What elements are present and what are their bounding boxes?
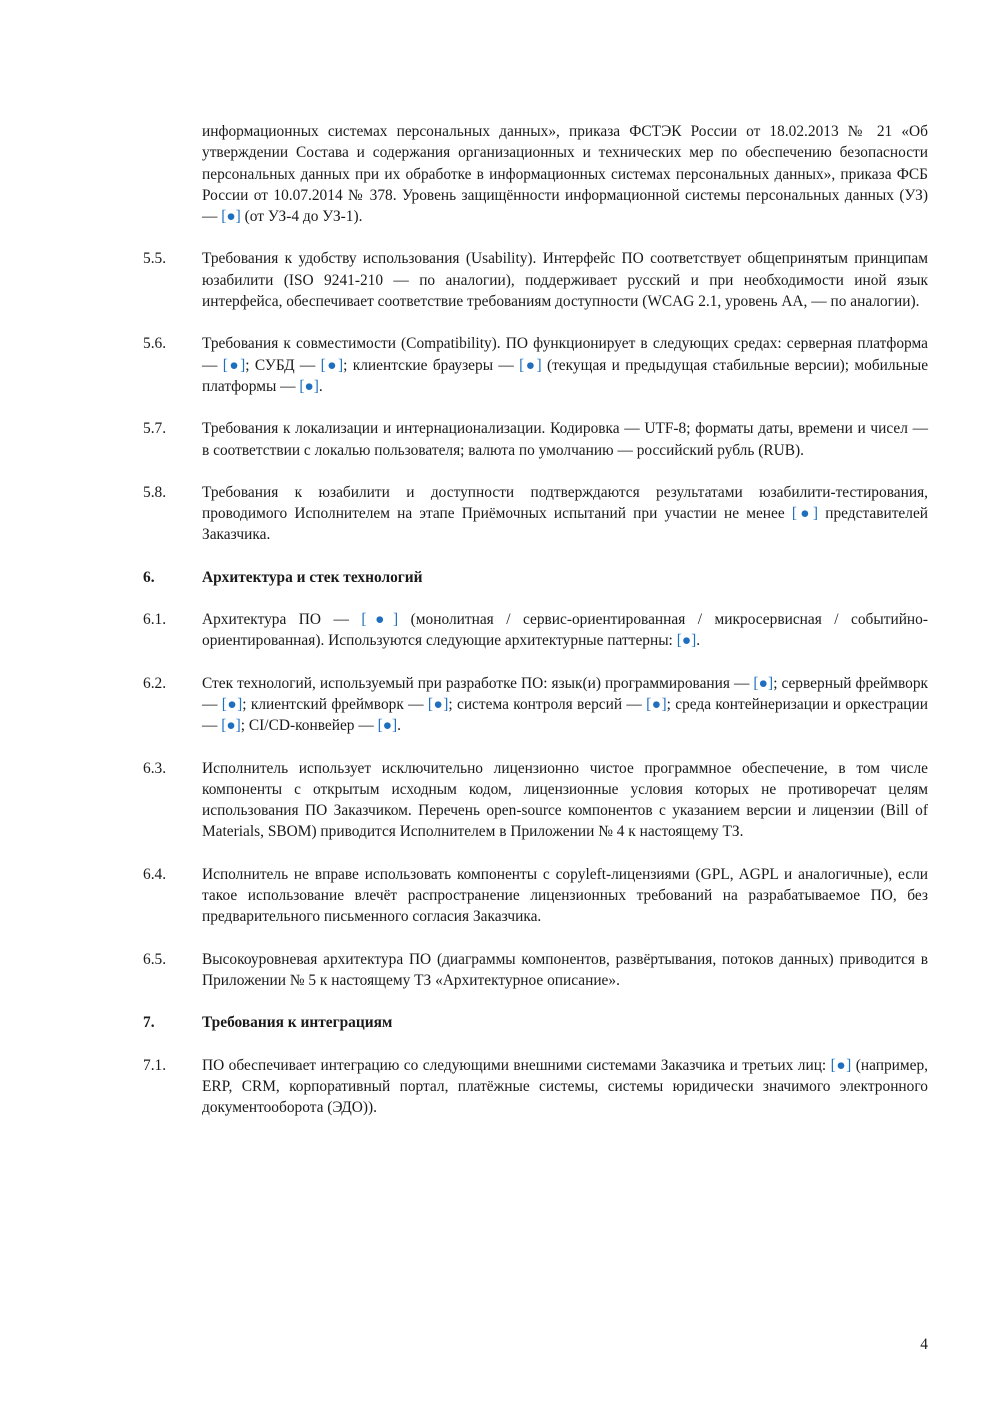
- intro-paragraph: информационных системах персональных данных», приказа ФСТЭК России от 18.02.2013 № 21 «Об утверждении Состава и содержания организационных и технических мер по обеспечению безопасности персональных данных при их обработке в информационных системах персональных данных», приказа ФСБ России от 10.07.2014 № 378. Уровень защищённости информационной системы персональных данных (УЗ) — [●] (от УЗ-4 до УЗ-1).: [202, 123, 928, 226]
- clause-text: Стек технологий, используемый при разработке ПО: язык(и) программирования — [●]; серверный фреймворк — [●]; клиентский фреймворк — [●]; система контроля версий — [●]; среда контейнеризации и оркестрации — [●]; CI/CD-конвейер — [●].: [202, 674, 929, 735]
- clause-number: 5.6.: [143, 335, 167, 353]
- placeholder-marker: [●]: [427, 695, 449, 713]
- placeholder-marker: [●]: [377, 717, 398, 735]
- clause-number: 7.1.: [143, 1056, 167, 1074]
- section-number: 6.: [143, 568, 155, 586]
- clause-6-2: [143, 673, 928, 737]
- clause-6-3: [143, 758, 928, 843]
- clause-text: Исполнитель не вправе использовать компоненты с copyleft-лицензиями (GPL, AGPL и аналогичные), если такое использование влечёт распространение лицензионных требований на разрабатываемое ПО, без предварительного письменного согласия Заказчика.: [202, 865, 928, 926]
- clause-number: 5.8.: [143, 483, 167, 501]
- clause-5-7: [143, 418, 928, 461]
- clause-number: 6.1.: [143, 611, 167, 629]
- clause-text: ПО обеспечивает интеграцию со следующими внешними системами Заказчика и третьих лиц: [●] (например, ERP, CRM, корпоративный портал, платёжные системы, системы юридически значимого электронного документооборота (ЭДО)).: [202, 1056, 928, 1117]
- placeholder-marker: [●]: [299, 377, 319, 395]
- placeholder-marker: [●]: [676, 632, 697, 650]
- placeholder-marker: [●]: [221, 717, 241, 735]
- placeholder-marker: [●]: [791, 505, 819, 523]
- clause-number: 6.2.: [143, 674, 167, 692]
- clause-6-4: [143, 864, 928, 928]
- clause-5-8: [143, 482, 928, 546]
- section-number: 7.: [143, 1014, 155, 1032]
- clause-text: Требования к юзабилити и доступности подтверждаются результатами юзабилити-тестирования, проводимого Исполнителем на этапе Приёмочных испытаний при участии не менее [●] представителей Заказчика.: [202, 483, 929, 544]
- clause-text: Требования к совместимости (Compatibility). ПО функционирует в следующих средах: серверная платформа — [●]; СУБД — [●]; клиентские браузеры — [●] (текущая и предыдущая стабильные версии); мобильные платформы — [●].: [202, 335, 929, 395]
- clause-text: Требования к локализации и интернационализации. Кодировка — UTF-8; форматы даты, времени и чисел — в соответствии с локалью пользователя; валюта по умолчанию — российский рубль (RUB).: [202, 420, 928, 459]
- clause-5-5: [143, 248, 928, 312]
- clause-text: Исполнитель использует исключительно лицензионно чистое программное обеспечение, в том числе компоненты с открытым исходным кодом, лицензионные условия которых не противоречат целям использования ПО Заказчиком. Перечень open-source компонентов с указанием версии и лицензии (Bill of Materials, SBOM) приводится Исполнителем в Приложении № 4 к настоящему ТЗ.: [202, 759, 928, 841]
- clause-text: Требования к удобству использования (Usability). Интерфейс ПО соответствует общепринятым принципам юзабилити (ISO 9241-210 — по аналогии), поддерживает русский и при необходимости иной язык интерфейса, обеспечивает соответствие требованиям доступности (WCAG 2.1, уровень AA, — по аналогии).: [202, 250, 928, 311]
- clause-number: 6.5.: [143, 950, 167, 968]
- page-number: 4: [920, 1336, 928, 1353]
- placeholder-marker: [●]: [222, 356, 246, 374]
- clause-text: Высокоуровневая архитектура ПО (диаграммы компонентов, развёртывания, потоков данных) приводится в Приложении № 5 к настоящему ТЗ «Архитектурное описание».: [202, 950, 928, 989]
- placeholder-marker: [●]: [361, 611, 399, 629]
- placeholder-marker: [●]: [753, 674, 774, 692]
- clause-7-1: [143, 1055, 928, 1119]
- section-title: Требования к интеграциям: [202, 1014, 393, 1032]
- section-heading-7: [143, 1012, 928, 1033]
- clause-text: Архитектура ПО — [●] (монолитная / сервис-ориентированная / микросервисная / событийно-ориентированная). Используются следующие архитектурные паттерны: [●].: [202, 611, 928, 650]
- page-content: [143, 121, 928, 1118]
- placeholder-marker: [●]: [646, 695, 667, 713]
- section-title: Архитектура и стек технологий: [202, 568, 423, 586]
- section-heading-6: [143, 567, 928, 588]
- placeholder-marker: [●]: [519, 356, 542, 374]
- placeholder-marker: [●]: [830, 1056, 852, 1074]
- clause-number: 5.7.: [143, 420, 167, 438]
- clause-number: 5.5.: [143, 250, 167, 268]
- clause-6-5: [143, 949, 928, 992]
- placeholder-marker: [●]: [320, 356, 344, 374]
- clause-number: 6.4.: [143, 865, 167, 883]
- placeholder-marker: [●]: [221, 695, 243, 713]
- clause-6-1: [143, 609, 928, 652]
- clause-number: 6.3.: [143, 759, 167, 777]
- placeholder-marker: [●]: [221, 208, 241, 226]
- clause-5-6: [143, 333, 928, 397]
